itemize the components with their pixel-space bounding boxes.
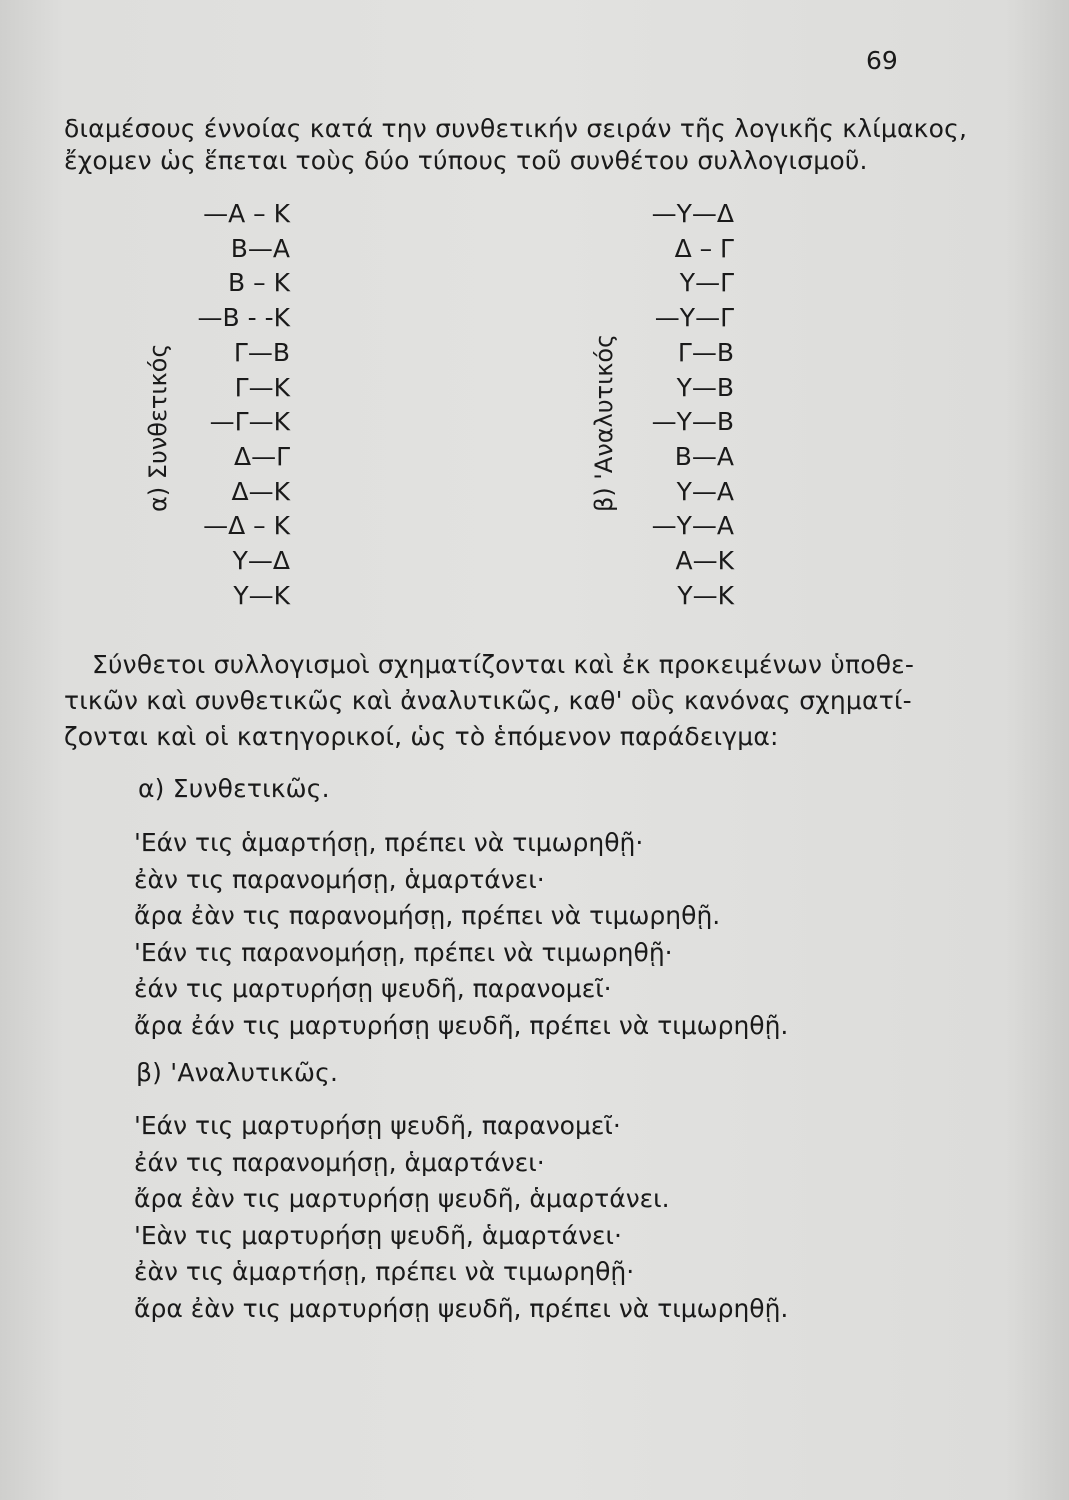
verse-line: 'Εάν τις ἁμαρτήσῃ, πρέπει νὰ τιμωρηθῇ· (134, 828, 644, 857)
verse-line: ἄρα ἐάν τις μαρτυρήσῃ ψευδῆ, πρέπει νὰ τιμωρηθῇ. (134, 1010, 789, 1040)
scheme-row: Δ – Γ (674, 233, 734, 263)
synthetic-scheme-label: α) Συνθετικός (144, 343, 172, 512)
page-number: 69 (866, 46, 898, 75)
section-b-heading: β) 'Αναλυτικῶς. (136, 1058, 339, 1087)
paragraph-line-2: τικῶν καὶ συνθετικῶς καὶ ἀναλυτικῶς, καθ' οὓς κανόνας σχηματί- (64, 686, 912, 715)
verse-line: 'Εάν τις μαρτυρήσῃ ψευδῆ, παρανομεῖ· (134, 1111, 621, 1140)
verse-line: ἄρα ἐὰν τις παρανομήσῃ, πρέπει νὰ τιμωρηθῇ. (134, 901, 721, 930)
scheme-row: —Δ – Κ (203, 511, 290, 541)
scheme-row: Γ—Κ (234, 372, 290, 402)
scheme-row: Υ—Κ (677, 580, 734, 610)
section-a-verse (134, 825, 788, 1044)
scheme-row: Β – Κ (228, 268, 290, 298)
verse-line: 'Εὰν τις μαρτυρήσῃ ψευδῆ, ἁμαρτάνει· (134, 1220, 622, 1250)
scheme-row: —Υ—Β (651, 407, 734, 437)
section-b-verse (134, 1108, 788, 1327)
scheme-row: Υ—Α (676, 476, 734, 506)
scheme-row: —Γ—Κ (209, 407, 290, 437)
scheme-row: —Υ—Α (651, 511, 734, 541)
scheme-row: Υ—Κ (233, 580, 290, 610)
intro-line-1: διαμέσους έννοίας κατά την συνθετικήν σειράν τῆς λογικῆς κλίμακος, (64, 114, 968, 143)
scheme-row: Δ—Γ (233, 441, 290, 471)
analytic-scheme-label: β) 'Αναλυτικός (590, 333, 618, 512)
scheme-row: Δ—Κ (231, 476, 290, 506)
intro-line-2: ἔχομεν ὡς ἕπεται τοὺς δύο τύπους τοῦ συνθέτου συλλογισμοῦ. (64, 146, 868, 175)
scheme-row: —Υ—Δ (651, 199, 734, 228)
verse-line: ἐάν τις μαρτυρήσῃ ψευδῆ, παρανομεῖ· (134, 974, 612, 1003)
scheme-row: Γ—Β (677, 337, 734, 367)
scheme-row: —Β - -Κ (197, 303, 290, 333)
scheme-row: Α—Κ (675, 546, 734, 576)
scheme-row: Γ—Β (233, 337, 290, 367)
scheme-row: Υ—Β (676, 372, 734, 402)
scheme-row: Β—Α (674, 441, 734, 471)
paragraph-line-3: ζονται καὶ οἱ κατηγορικοί, ὡς τὸ ἑπόμενον παράδειγμα: (64, 722, 779, 751)
scheme-row: —Α – Κ (203, 199, 290, 228)
verse-line: ἐάν τις παρανομήσῃ, ἁμαρτάνει· (134, 1147, 545, 1177)
verse-line: ἄρα ἐὰν τις μαρτυρήσῃ ψευδῆ, ἁμαρτάνει. (134, 1184, 670, 1213)
verse-line: ἄρα ἐὰν τις μαρτυρήσῃ ψευδῆ, πρέπει νὰ τιμωρηθῇ. (134, 1293, 789, 1323)
verse-line: ἐὰν τις παρανομήσῃ, ἁμαρτάνει· (134, 864, 545, 894)
section-a-heading: α) Συνθετικῶς. (138, 774, 330, 803)
paragraph-line-1: Σύνθετοι συλλογισμοὶ σχηματίζονται καὶ ἐκ προκειμένων ὑποθε- (92, 650, 915, 679)
verse-line: ἐὰν τις ἁμαρτήσῃ, πρέπει νὰ τιμωρηθῇ· (134, 1257, 635, 1286)
verse-line: 'Εάν τις παρανομήσῃ, πρέπει νὰ τιμωρηθῇ· (134, 937, 673, 967)
synthetic-scheme (170, 197, 290, 613)
scheme-row: Υ—Δ (232, 546, 290, 576)
scheme-row: —Υ—Γ (654, 303, 734, 333)
analytic-scheme (610, 197, 734, 613)
scheme-row: Β—Α (230, 233, 290, 263)
scheme-row: Υ—Γ (679, 268, 734, 298)
